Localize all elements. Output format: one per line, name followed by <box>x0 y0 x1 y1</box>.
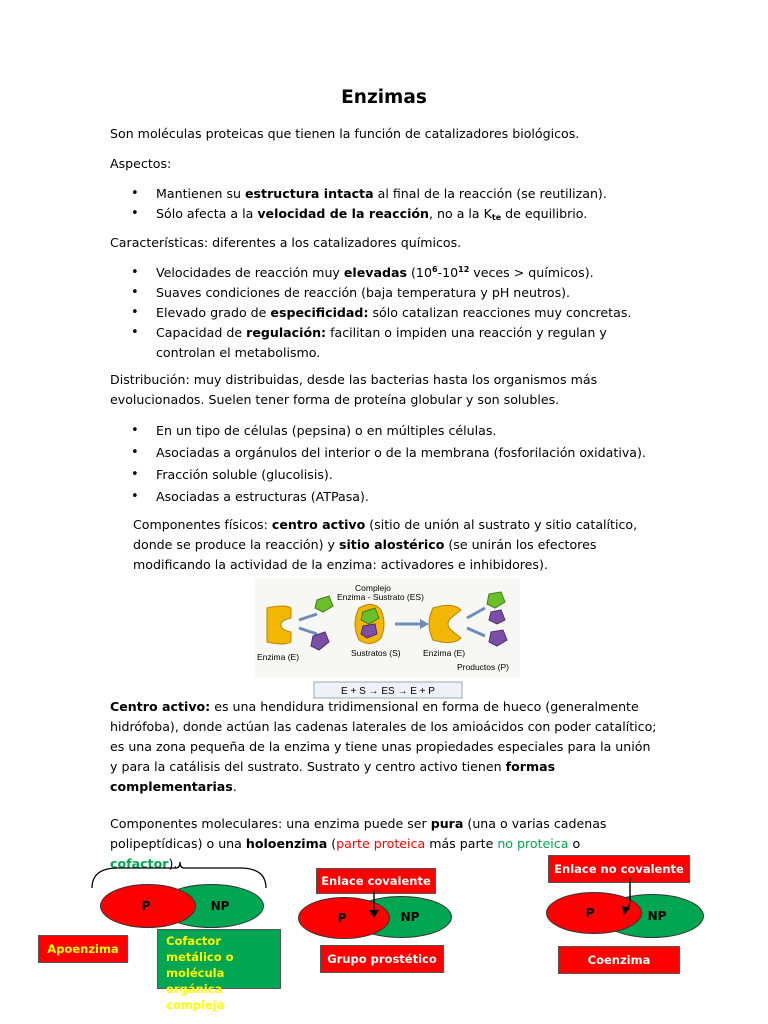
list-item: • Mantienen su estructura intacta al final de la reacción (se reutilizan). <box>110 184 670 204</box>
aspects-list <box>110 184 670 224</box>
np-oval: NP <box>600 894 704 938</box>
list-item: • Asociadas a orgánulos del interior o de la membrana (fosforilación oxidativa). <box>110 443 670 463</box>
list-item: • Suaves condiciones de reacción (baja temperatura y pH neutros). <box>110 283 670 303</box>
list-item: • Velocidades de reacción muy elevadas ($10^6-10^{12}$ veces > químicos). <box>110 263 670 283</box>
bullet-icon: • <box>131 325 139 340</box>
p-oval: P <box>298 897 390 939</box>
list-item: • Elevado grado de especificidad: sólo catalizan reacciones muy concretas. <box>110 303 670 323</box>
bullet-icon: • <box>131 186 139 201</box>
substrates-label: Sustratos (S) <box>351 648 401 658</box>
enzyme-substrate-figure <box>255 578 520 700</box>
coenzima-label: Coenzima <box>558 946 680 974</box>
molecular-components-paragraph: Componentes moleculares: una enzima puede ser pura (una o varias cadenas polipeptídicas) o una holoenzima (parte proteica más parte no proteica o cofactor). <box>110 816 607 871</box>
bullet-icon: • <box>131 445 139 460</box>
physical-components-paragraph: Componentes físicos: centro activo (sitio de unión al sustrato y sitio catalítico, donde se produce la reacción) y sitio alostérico (se unirán los efectores modificando la actividad de la enzima: activadores e inhibidores). <box>133 517 638 572</box>
enzyme-substrate-diagram <box>255 578 520 700</box>
page-title: Enzimas <box>341 87 427 108</box>
enzyme-label-2: Enzima (E) <box>423 648 466 658</box>
apoenzima-label: Apoenzima <box>38 935 128 963</box>
distribution-list <box>110 421 670 507</box>
list-item: • En un tipo de células (pepsina) o en múltiples células. <box>110 421 670 441</box>
equation: E + S → ES → E + P <box>341 686 435 697</box>
p-oval: P <box>546 892 642 934</box>
list-item: • Capacidad de regulación: facilitan o impiden una reacción y regulan y controlan el metabolismo. <box>131 325 607 360</box>
products-label: Productos (P) <box>457 662 509 672</box>
characteristics-heading: Características: diferentes a los catalizadores químicos. <box>110 235 462 250</box>
bullet-icon: • <box>131 305 139 320</box>
list-item: • Asociadas a estructuras (ATPasa). <box>110 487 670 507</box>
aspects-heading: Aspectos: <box>110 156 172 171</box>
distribution-paragraph: Distribución: muy distribuidas, desde las bacterias hasta los organismos más evolucionados. Suelen tener forma de proteína globular y son solubles. <box>110 372 598 407</box>
intro-paragraph: Son moléculas proteicas que tienen la función de catalizadores biológicos. <box>110 126 580 141</box>
list-item: • Fracción soluble (glucolisis). <box>110 465 670 485</box>
arrow-down-icon <box>614 878 638 918</box>
bullet-icon: • <box>131 265 139 280</box>
bullet-icon: • <box>131 467 139 482</box>
enzyme-label: Enzima (E) <box>257 652 300 662</box>
np-oval: NP <box>158 884 264 928</box>
complex-label-2: Enzima - Sustrato (ES) <box>337 592 424 602</box>
characteristics-list <box>110 263 670 363</box>
cofactor-label: Cofactor metálico o molécula orgánica compleja <box>157 929 281 989</box>
bullet-icon: • <box>131 423 139 438</box>
grupo-prostetico-label: Grupo prostético <box>320 945 444 973</box>
p-oval: P <box>100 884 196 928</box>
active-center-paragraph: Centro activo: es una hendidura tridimensional en forma de hueco (generalmente hidrófoba), donde actúan las cadenas laterales de los amioácidos con poder catalítico; es una zona pequeña de la enzima y tiene unas propiedades especiales para la unión y para la catálisis del sustrato. Sustrato y centro activo tienen formas complementarias. <box>110 699 657 794</box>
np-oval: NP <box>350 896 452 938</box>
enlace-no-covalente-label: Enlace no covalente <box>548 855 690 883</box>
arrow-down-icon <box>364 890 384 920</box>
enlace-covalente-label: Enlace covalente <box>316 868 436 894</box>
list-item: • Sólo afecta a la velocidad de la reacción, no a la $K_{te}$ de equilibrio. <box>131 206 588 222</box>
bullet-icon: • <box>131 285 139 300</box>
complex-label-1: Complejo <box>355 583 391 593</box>
bullet-icon: • <box>131 206 139 221</box>
bullet-icon: • <box>131 489 139 504</box>
